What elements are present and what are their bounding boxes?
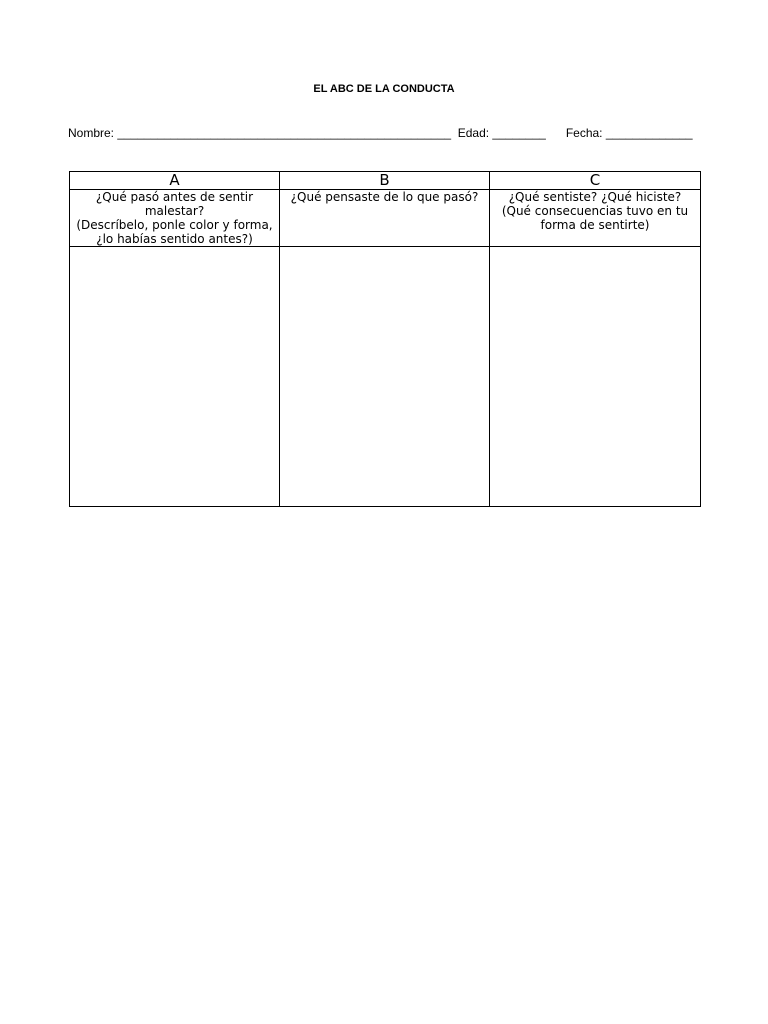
question-c-line2: (Qué consecuencias tuvo en tu forma de sentirte) bbox=[501, 204, 689, 232]
nombre-field[interactable]: Nombre: __________________________________________________ bbox=[68, 126, 452, 140]
info-line bbox=[68, 126, 693, 140]
column-header-a: A bbox=[70, 172, 280, 190]
question-b bbox=[280, 190, 490, 247]
edad-field[interactable]: Edad: ________ bbox=[457, 126, 546, 140]
question-c bbox=[490, 190, 701, 247]
abc-table bbox=[69, 171, 701, 507]
question-a-line2: (Descríbelo, ponle color y forma, ¿lo habías sentido antes?) bbox=[76, 218, 273, 246]
answer-cell-a[interactable] bbox=[70, 247, 280, 507]
answer-row bbox=[70, 247, 701, 507]
question-b-line1: ¿Qué pensaste de lo que pasó? bbox=[290, 190, 479, 204]
answer-cell-b[interactable] bbox=[280, 247, 490, 507]
question-a-line1: ¿Qué pasó antes de sentir malestar? bbox=[95, 190, 254, 218]
question-row bbox=[70, 190, 701, 247]
page-title: EL ABC DE LA CONDUCTA bbox=[313, 83, 455, 95]
column-header-c: C bbox=[490, 172, 701, 190]
fecha-field[interactable]: Fecha: _____________ bbox=[565, 126, 693, 140]
column-header-b: B bbox=[280, 172, 490, 190]
header-row bbox=[70, 172, 701, 190]
question-a bbox=[70, 190, 280, 247]
answer-cell-c[interactable] bbox=[490, 247, 701, 507]
question-c-line1: ¿Qué sentiste? ¿Qué hiciste? bbox=[508, 190, 682, 204]
